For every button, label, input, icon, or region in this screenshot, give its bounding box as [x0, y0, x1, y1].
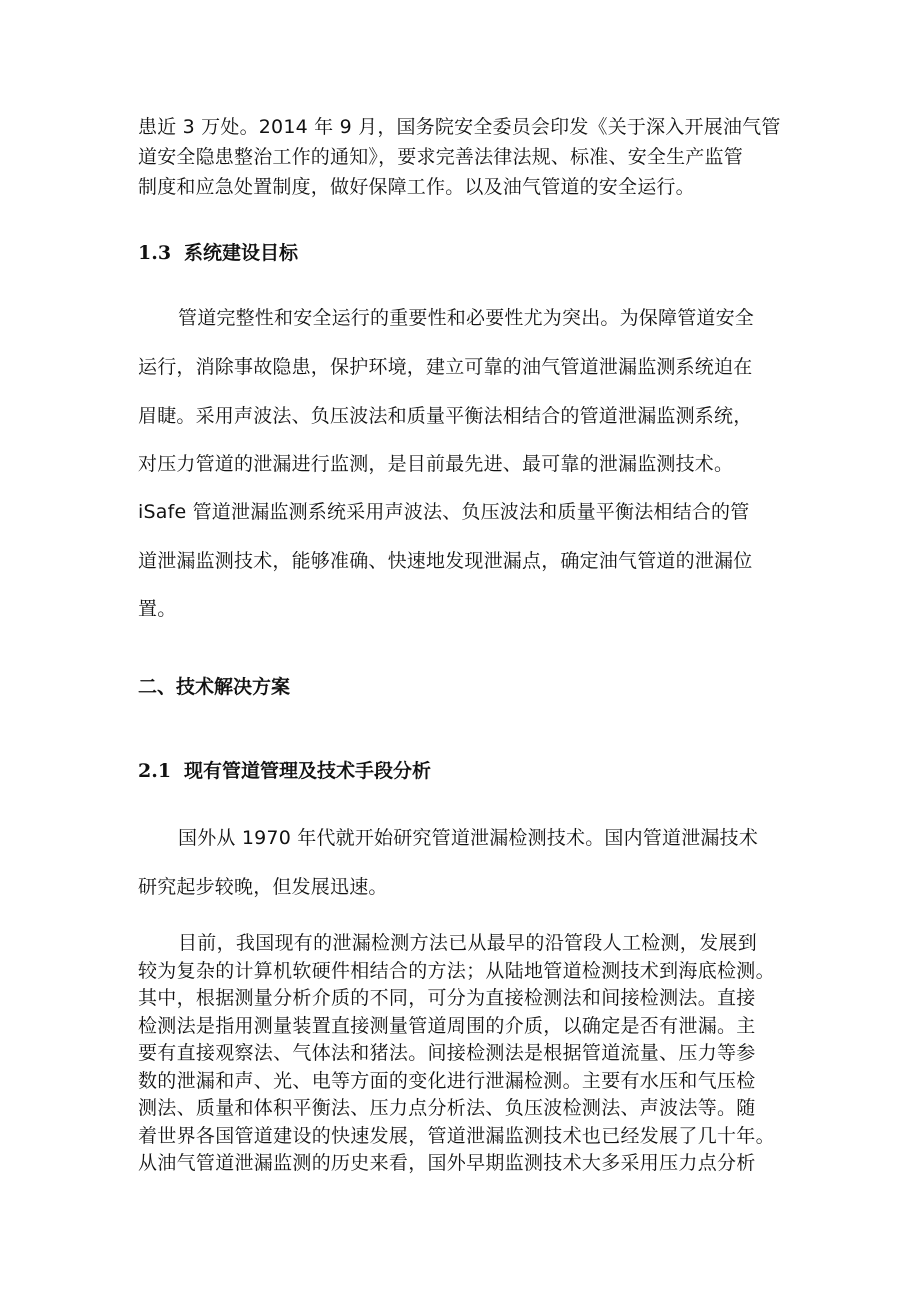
paragraph-line: 目前，我国现有的泄漏检测方法已从最早的沿管段人工检测，发展到 [178, 932, 758, 954]
paragraph-line: 道泄漏监测技术，能够准确、快速地发现泄漏点，确定油气管道的泄漏位 [138, 550, 753, 572]
paragraph-line: 从油气管道泄漏监测的历史来看，国外早期监测技术大多采用压力点分析 [138, 1152, 756, 1174]
intro-line-3: 制度和应急处置制度，做好保障工作。以及油气管道的安全运行。 [138, 176, 695, 198]
paragraph-line: 国外从 1970 年代就开始研究管道泄漏检测技术。国内管道泄漏技术 [178, 827, 759, 849]
intro-line-1: 患近 3 万处。2014 年 9 月，国务院安全委员会印发《关于深入开展油气管 [138, 116, 781, 138]
paragraph-line: iSafe 管道泄漏监测系统采用声波法、负压波法和质量平衡法相结合的管 [138, 501, 750, 523]
section-heading-2-1 [138, 756, 431, 783]
section-title: 系统建设目标 [184, 242, 299, 264]
chapter-heading: 二、技术解决方案 [138, 676, 291, 698]
paragraph-line: 运行，消除事故隐患，保护环境，建立可靠的油气管道泄漏监测系统迫在 [138, 356, 753, 378]
section-number: 2.1 [138, 760, 172, 782]
paragraph-line: 管道完整性和安全运行的重要性和必要性尤为突出。为保障管道安全 [178, 307, 755, 329]
paragraph-line: 数的泄漏和声、光、电等方面的变化进行泄漏检测。主要有水压和气压检 [138, 1070, 756, 1092]
paragraph-line: 置。 [138, 598, 177, 620]
paragraph-line: 其中，根据测量分析介质的不同，可分为直接检测法和间接检测法。直接 [138, 987, 756, 1009]
section-number: 1.3 [138, 242, 172, 264]
paragraph-line: 检测法是指用测量装置直接测量管道周围的介质，以确定是否有泄漏。主 [138, 1015, 756, 1037]
intro-line-2: 道安全隐患整治工作的通知》，要求完善法律法规、标准、安全生产监管 [138, 146, 743, 168]
paragraph-line: 测法、质量和体积平衡法、压力点分析法、负压波检测法、声波法等。随 [138, 1097, 756, 1119]
paragraph-line: 要有直接观察法、气体法和猪法。间接检测法是根据管道流量、压力等参 [138, 1042, 756, 1064]
paragraph-line: 研究起步较晚，但发展迅速。 [138, 876, 388, 898]
paragraph-line: 着世界各国管道建设的快速发展，管道泄漏监测技术也已经发展了几十年。 [138, 1125, 775, 1147]
paragraph-line: 较为复杂的计算机软硬件相结合的方法；从陆地管道检测技术到海底检测。 [138, 960, 775, 982]
section-heading-1-3 [138, 238, 298, 265]
paragraph-line: 眉睫。采用声波法、负压波法和质量平衡法相结合的管道泄漏监测系统， [138, 405, 753, 427]
section-title: 现有管道管理及技术手段分析 [184, 760, 432, 782]
paragraph-line: 对压力管道的泄漏进行监测，是目前最先进、最可靠的泄漏监测技术。 [138, 453, 734, 475]
